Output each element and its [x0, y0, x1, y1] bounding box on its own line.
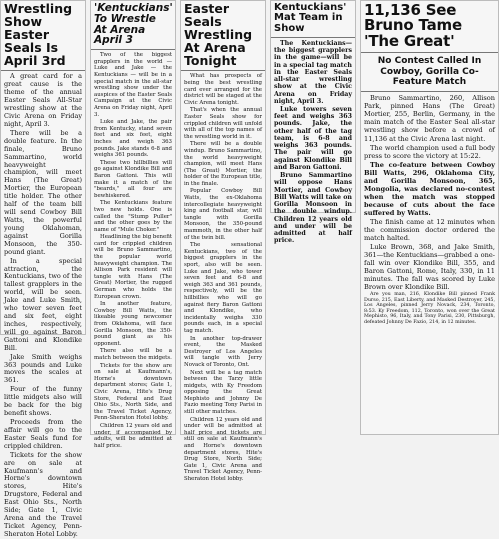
paragraph: Tickets for the show are on sale at Kaufmann's, Horne's downtown department stores; Gate 1, Civic Arena, Hite's Drug Store, Federal and East Ohio Sts., North Side, and the Travel Ticket Agency, Penn-Sheraton Hotel lobby. [94, 362, 172, 422]
article-body [361, 92, 498, 325]
article-body [181, 71, 265, 482]
paragraph: Jake Smith weighs 363 pounds and Luke moves the scales at 361. [4, 352, 82, 385]
paragraph: In another feature, Cowboy Bill Watts, the likeable young newcomer from Oklahoma, will face Gorilla Monsoon, the 350-pound giant as his opponent. [94, 301, 172, 347]
paragraph: There will be a double feature. In the finale, Bruno Sammartino, world heavyweight champion, will meet Hans (The Great) Mortier, the European title holder. The other half of the team bill will send Cowboy Bill Watts, the powerful young Oklahoman, against Gorilla Monsoon, the 350-pound giant. [4, 128, 82, 256]
paragraph: In a special attraction, the Kentuckians, two of the tallest grapplers in the world, will be seen. Jake and Luke Smith, who tower seven feet and six feet, eight inches, respectively, will go against Baron Gattoni and Klondike Bill. [4, 256, 82, 352]
paragraph: The finish came at 12 minutes when the commission doctor ordered the match halted. [364, 217, 495, 242]
paragraph: Tickets for the show are on sale at Kaufmann's and Horne's downtown stores, Hite's Drugstore, Federal and East Ohio Sts., North Side; Gate 1, Civic Arena and the Travel Ticket Agency, Penn-Sheraton Hotel Lobby. [4, 450, 82, 538]
headline: 'Kentuckians' To Wrestle At Arena April 3 [91, 1, 175, 50]
clipping-wrestling-show-april-3 [0, 0, 86, 538]
paragraph: Popular Cowboy Bill Watts, the ex-Oklahoma intercollegiate heavyweight king and football star, will tangle with Gorilla Monsoon, the 350-pound mammoth, in the other half of the twin bill. [184, 188, 262, 241]
paragraph: Four of the funny little midgets also will be back for the big benefit shows. [4, 385, 82, 418]
paragraph: Children 12 years old and under, if accompanied by adults, will be admitted at half price. [94, 422, 172, 449]
article-body [1, 71, 85, 538]
headline: Wrestling Show Easter Seals Is April 3rd [1, 1, 85, 71]
paragraph: Proceeds from the affair will go to the Easter Seals fund for crippled children. [4, 418, 82, 450]
clipping-bruno-tame-the-great [360, 0, 499, 435]
subheadline: No Contest Called In Cowboy, Gorilla Co-Feature Match [361, 53, 498, 92]
paragraph: There will be a double windup. Bruno Sammartino, the world heavyweight champion, will meet Hans (The Great) Mortier, the holder of the European title, in the finale. [184, 141, 262, 187]
paragraph: Children 12 years old and under will be admitted at half price and tickets are still on sale at Kaufmann's and Horne's downtown department stores, Hite's Drug Store, North Side; Gate 1, Civic Arena and Travel Ticket Agency, Penn-Sheraton Hotel lobby. [184, 416, 262, 482]
clipping-easter-seals-tonight [180, 0, 266, 482]
clipping-kentuckians-mat-team [270, 0, 356, 245]
paragraph: In another top-drawer event, the Masked Destroyer of Los Angeles will tangle with Jerry Novack of Toronto, Ont. [184, 335, 262, 368]
paragraph: The Kentuckians feature two new holds. One is called the "Stump Puller" and the other goes by the name of "Mule Choker." [94, 200, 172, 233]
paragraph: Bruno Sammartino will oppose Hans Mortier, and Cowboy Bill Watts will take on Gorilla Monsoon in the double windup. Children 12 years old and under will be admitted at half price. [274, 172, 352, 245]
paragraph: These two hillbillies will go against Klondike Bill and Baron Gattoni. This will make it a match of the "beards," all four are bewhiskered. [94, 159, 172, 199]
paragraph: There also will be a match between the midgets. [94, 348, 172, 361]
paragraph: Bruno Sammartino, 260, Allison Park, pinned Hans (The Great) Mortier, 255, Berlin, Germany, in the main match of the Easter Seal all-star wrestling show before a crowd of 11,136 at the Civic Arena last night. [364, 94, 495, 143]
article-body [271, 38, 355, 245]
paragraph: The co-feature between Cowboy Bill Watts, 296, Oklahoma City, and Gorilla Monsoon, 365, Mongolia, was declared no-contest when the match was stopped because of cuts about the face suffered by Watts. [364, 160, 495, 217]
clipping-kentuckians-to-wrestle [90, 0, 176, 449]
paragraph: Luke Brown, 368, and Jake Smith, 361—the Kentuckians—grabbed a one-fall win over Klondike Bill, 355, and Baron Gattoni, Rome, Italy, 330, in 11 minutes. The fall was scored by Luke Brown over Klondike Bill. [364, 242, 495, 292]
article-body [91, 50, 175, 449]
paragraph: Two of the biggest grapplers in the world — Luke and Jake — the Kentuckians — will be in a special match in the all-star wrestling show under the auspices of the Easter Seals Campaign at the Civic Arena on Friday night, April 3. [94, 52, 172, 118]
results-fineprint: Are you man, 216, Klondike Bill pinned Frank Durso, 215, East Liberty, and Masked Destroyer, 245, Los Angeles, pinned Jerry Novack, 234, Toronto, 8:53. Ky Freedom, 112, Toronto, won over the Great Mephisto, 96, Italy, and Tony Parisi, 230, Pittsburgh, defeated Johnny De Fazio, 214, in 12 minutes. [364, 292, 495, 325]
paragraph: Next will be a tag match between the Tarzy little midgets, with Ky Freedom opposing the Great Mephisto and Johnny De Fazio meeting Tony Parisi in still other matches. [184, 369, 262, 416]
paragraph: Luke towers seven feet and weighs 363 pounds. Jake, the other half of the tag team, is 6-8 and weighs 363 pounds. The pair will go against Klondike Bill and Baron Gattoni. [274, 106, 352, 171]
paragraph: Luke and Jake, the pair from Kentucky, stand seven feet and six feet, eight inches and weigh 363 pounds. Jake stands 6-8 and weighs 361 pounds. [94, 119, 172, 159]
headline: Easter Seals Wrestling At Arena Tonight [181, 1, 265, 71]
headline: Kentuckians' Mat Team in Show [271, 1, 355, 38]
headline: 11,136 See Bruno Tame 'The Great' [361, 1, 498, 53]
paragraph: The Kentuckians—the biggest grapplers in the game—will be in a special tag match in the Easter Seals all-star wrestling show at the Civic Arena on Friday night, April 3. [274, 39, 352, 105]
paragraph: Headlining the big benefit card for crippled children will be Bruno Sammartino, the popular world heavyweight champion. The Allison Park resident will tangle with Hans (The Great) Mortier, the rugged German who holds the European crown. [94, 234, 172, 300]
paragraph: The sensational Kentuckians, two of the biggest grapplers in the sport, also will be seen. Luke and Jake, who tower seven feet and 6-8 and weigh 363 and 361 pounds, respectively, will be the hillbillies who will go against fiery Baron Gattoni and Klondike, who incidentally weighs 330 pounds each, in a special tag match. [184, 242, 262, 334]
paragraph: The world champion used a full body press to score the victory at 15:22. [364, 143, 495, 160]
paragraph: What has prospects of being the best wrestling card ever arranged for the district will be staged at the Civic Arena tonight. [184, 73, 262, 106]
paragraph: That's when the annual Easter Seals show for crippled children will unfold with all of the top names of the wrestling world in it. [184, 107, 262, 140]
paragraph: A great card for a great cause is the theme of the annual Easter Seals All-Star wrestling show at the Civic Arena on Friday night, April 3. [4, 72, 82, 128]
